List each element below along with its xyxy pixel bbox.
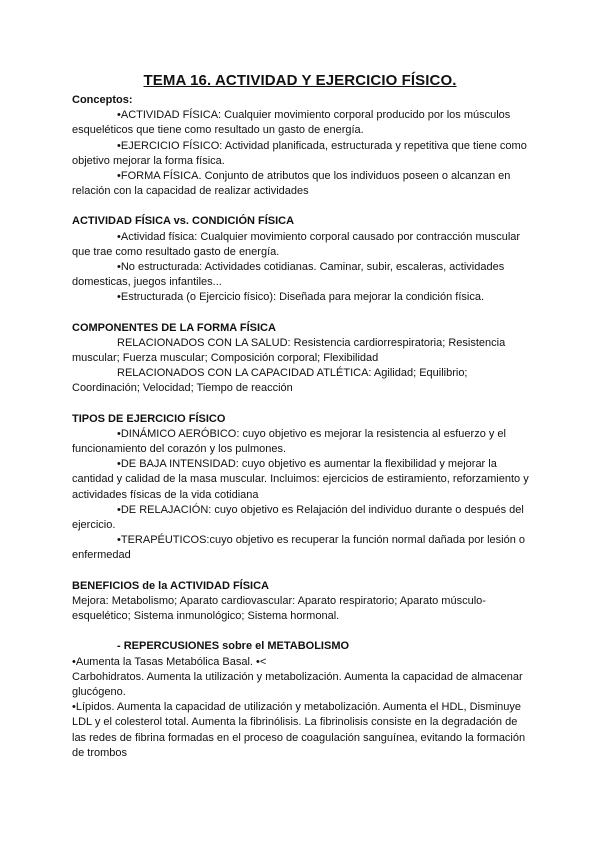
tipos-item: •TERAPÉUTICOS:cuyo objetivo es recuperar la función normal dañada por lesión o enfermedad	[72, 534, 525, 562]
beneficios-text: Mejora: Metabolismo; Aparato cardiovascular: Aparato respiratorio; Aparato músculo-esquelético; Sistema inmunológico; Sistema hormonal.	[72, 594, 486, 623]
document-body	[72, 93, 534, 761]
document-title: TEMA 16. ACTIVIDAD Y EJERCICIO FÍSICO.	[143, 72, 457, 89]
actividad-item: •Actividad física: Cualquier movimiento corporal causado por contracción muscular que trae como resultado gasto de energía.	[72, 230, 521, 258]
actividad-item: •No estructurada: Actividades cotidianas. Caminar, subir, escaleras, actividades domesticas, juegos infantiles...	[72, 261, 505, 289]
beneficios-heading: BENEFICIOS de la ACTIVIDAD FÍSICA	[72, 579, 270, 592]
actividad-heading: ACTIVIDAD FÍSICA vs. CONDICIÓN FÍSICA	[72, 215, 295, 228]
tipos-item: •DE RELAJACIÓN: cuyo objetivo es Relajación del individuo durante o después del ejercicio.	[72, 503, 524, 532]
repercusiones-line: Carbohidratos. Aumenta la utilización y metabolización. Aumenta la capacidad de almacenar glucógeno.	[72, 670, 523, 698]
actividad-item: •Estructurada (o Ejercicio físico): Diseñada para mejorar la condición física.	[117, 291, 485, 304]
concepto-item: •ACTIVIDAD FÍSICA: Cualquier movimiento corporal producido por los músculos esqueléticos que tiene como resultado un gasto de energía.	[72, 109, 511, 137]
componentes-heading: COMPONENTES DE LA FORMA FÍSICA	[72, 321, 276, 334]
componentes-item: RELACIONADOS CON LA CAPACIDAD ATLÉTICA: Agilidad; Equilibrio; Coordinación; Velocidad; Tiempo de reacción	[72, 367, 468, 395]
concepto-item: •EJERCICIO FÍSICO: Actividad planificada, estructurada y repetitiva que tiene como objetivo mejorar la forma física.	[72, 139, 527, 167]
componentes-item: RELACIONADOS CON LA SALUD: Resistencia cardiorrespiratoria; Resistencia muscular; Fuerza muscular; Composición corporal; Flexibilidad	[72, 336, 506, 365]
tipos-item: •DINÁMICO AERÓBICO: cuyo objetivo es mejorar la resistencia al esfuerzo y el funcionamiento del corazón y los pulmones.	[72, 427, 506, 456]
concepto-item: •FORMA FÍSICA. Conjunto de atributos que los individuos poseen o alcanzan en relación con la capacidad de realizar actividades	[72, 170, 511, 198]
repercusiones-line: •Lípidos. Aumenta la capacidad de utilización y metabolización. Aumenta el HDL, Disminuye LDL y el colesterol total. Aumenta la fibrinólisis. La fibrinolisis consiste en la degradación de las redes de fibrina formadas en el proceso de coagulación sanguínea, evitando la formación de trombos	[72, 701, 526, 759]
repercusiones-heading: - REPERCUSIONES sobre el METABOLISMO	[117, 640, 350, 653]
repercusiones-line: •Aumenta la Tasas Metabólica Basal. •<	[72, 655, 267, 668]
conceptos-heading: Conceptos:	[72, 94, 133, 106]
tipos-heading: TIPOS DE EJERCICIO FÍSICO	[72, 412, 226, 425]
tipos-item: •DE BAJA INTENSIDAD: cuyo objetivo es aumentar la flexibilidad y mejorar la cantidad y calidad de la masa muscular. Incluimos: ejercicios de estiramiento, reforzamiento y actividades físicas de la vida cotidiana	[72, 458, 529, 501]
